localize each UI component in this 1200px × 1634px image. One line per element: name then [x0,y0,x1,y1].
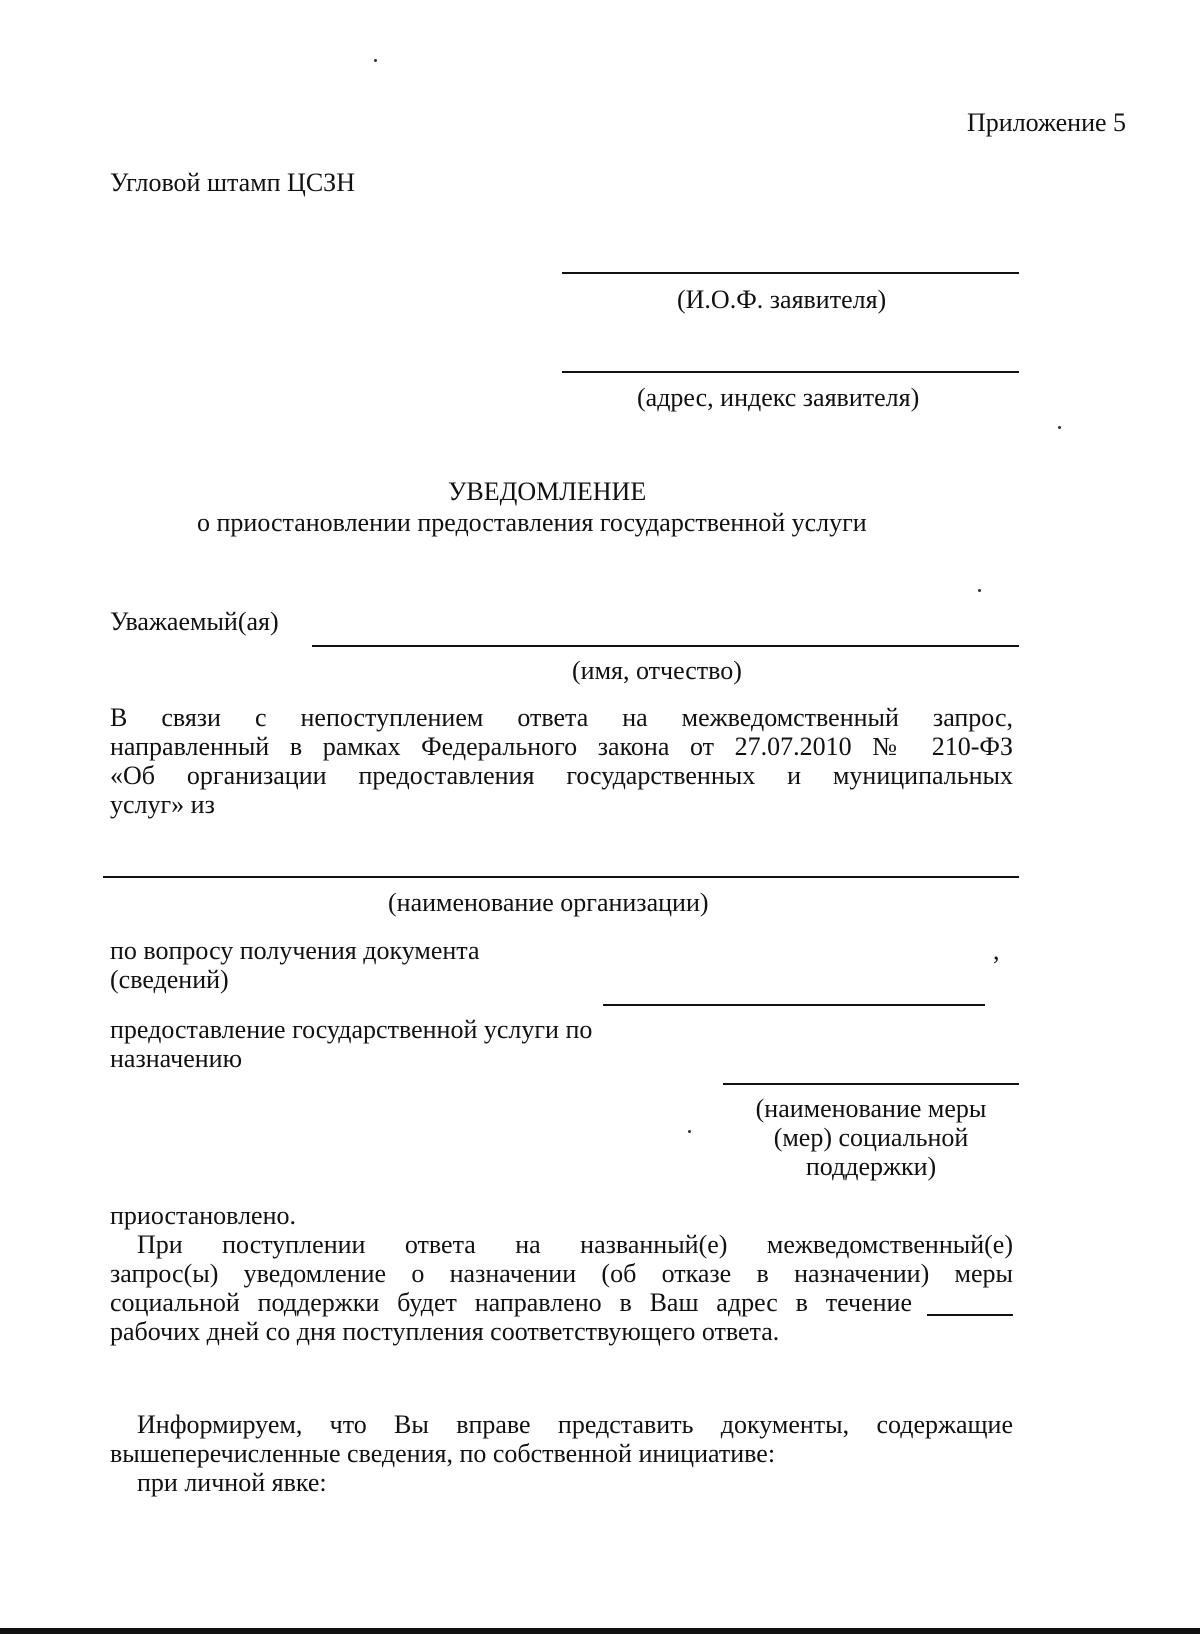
scan-bottom-edge [0,1628,1200,1634]
organization-line [103,876,1019,878]
appendix-label: Приложение 5 [967,108,1127,137]
recipient-name-line [562,272,1019,274]
recipient-address-line [562,371,1019,373]
measure-caption-line2: (мер) социальной [773,1123,969,1152]
para1-line4: услуг» из [110,790,215,819]
service-line2: назначению [110,1044,243,1073]
measure-caption-line3: поддержки) [805,1152,937,1181]
greeting-caption: (имя, отчество) [572,656,742,685]
scan-speck [374,59,377,62]
scan-speck [688,1130,691,1133]
measure-name-line [723,1083,1019,1085]
greeting-label: Уважаемый(ая) [110,607,279,636]
para2-line1: При поступлении ответа на названный(е) межведомственный(е) [137,1230,1013,1259]
doc-question-line1: по вопросу получения документа [110,936,480,965]
para2-line3: социальной поддержки будет направлено в Ваш адрес в течение [110,1288,912,1317]
scan-speck [978,589,981,592]
service-line1: предоставление государственной услуги по [110,1015,593,1044]
suspended-text: приостановлено. [110,1201,297,1230]
recipient-address-caption: (адрес, индекс заявителя) [637,383,920,412]
para1-line1: В связи с непоступлением ответа на межведомственный запрос, [110,703,1013,732]
recipient-name-caption: (И.О.Ф. заявителя) [677,285,887,314]
para3-line3: при личной явке: [137,1468,327,1497]
document-name-line [603,1004,985,1006]
para1-line2: направленный в рамках Федерального закона от 27.07.2010 № 210-ФЗ [110,732,1013,761]
greeting-name-line [312,645,1019,647]
para3-line1: Информируем, что Вы вправе представить документы, содержащие [137,1410,1013,1439]
para3-line2: вышеперечисленные сведения, по собственной инициативе: [110,1439,776,1468]
document-subtitle: о приостановлении предоставления государственной услуги [197,508,867,537]
para2-line2: запрос(ы) уведомление о назначении (об отказе в назначении) меры [110,1259,1013,1288]
para2-line4: рабочих дней со дня поступления соответствующего ответа. [110,1317,780,1346]
doc-question-comma: , [993,936,1000,965]
organization-caption: (наименование организации) [388,888,709,917]
corner-stamp-label: Угловой штамп ЦСЗН [110,168,355,197]
doc-question-line2: (сведений) [110,965,229,994]
document-title: УВЕДОМЛЕНИЕ [448,477,647,506]
days-count-line [927,1314,1013,1316]
scan-speck [1058,426,1061,429]
measure-caption-line1: (наименование меры [755,1094,987,1123]
para1-line3: «Об организации предоставления государственных и муниципальных [110,761,1013,790]
